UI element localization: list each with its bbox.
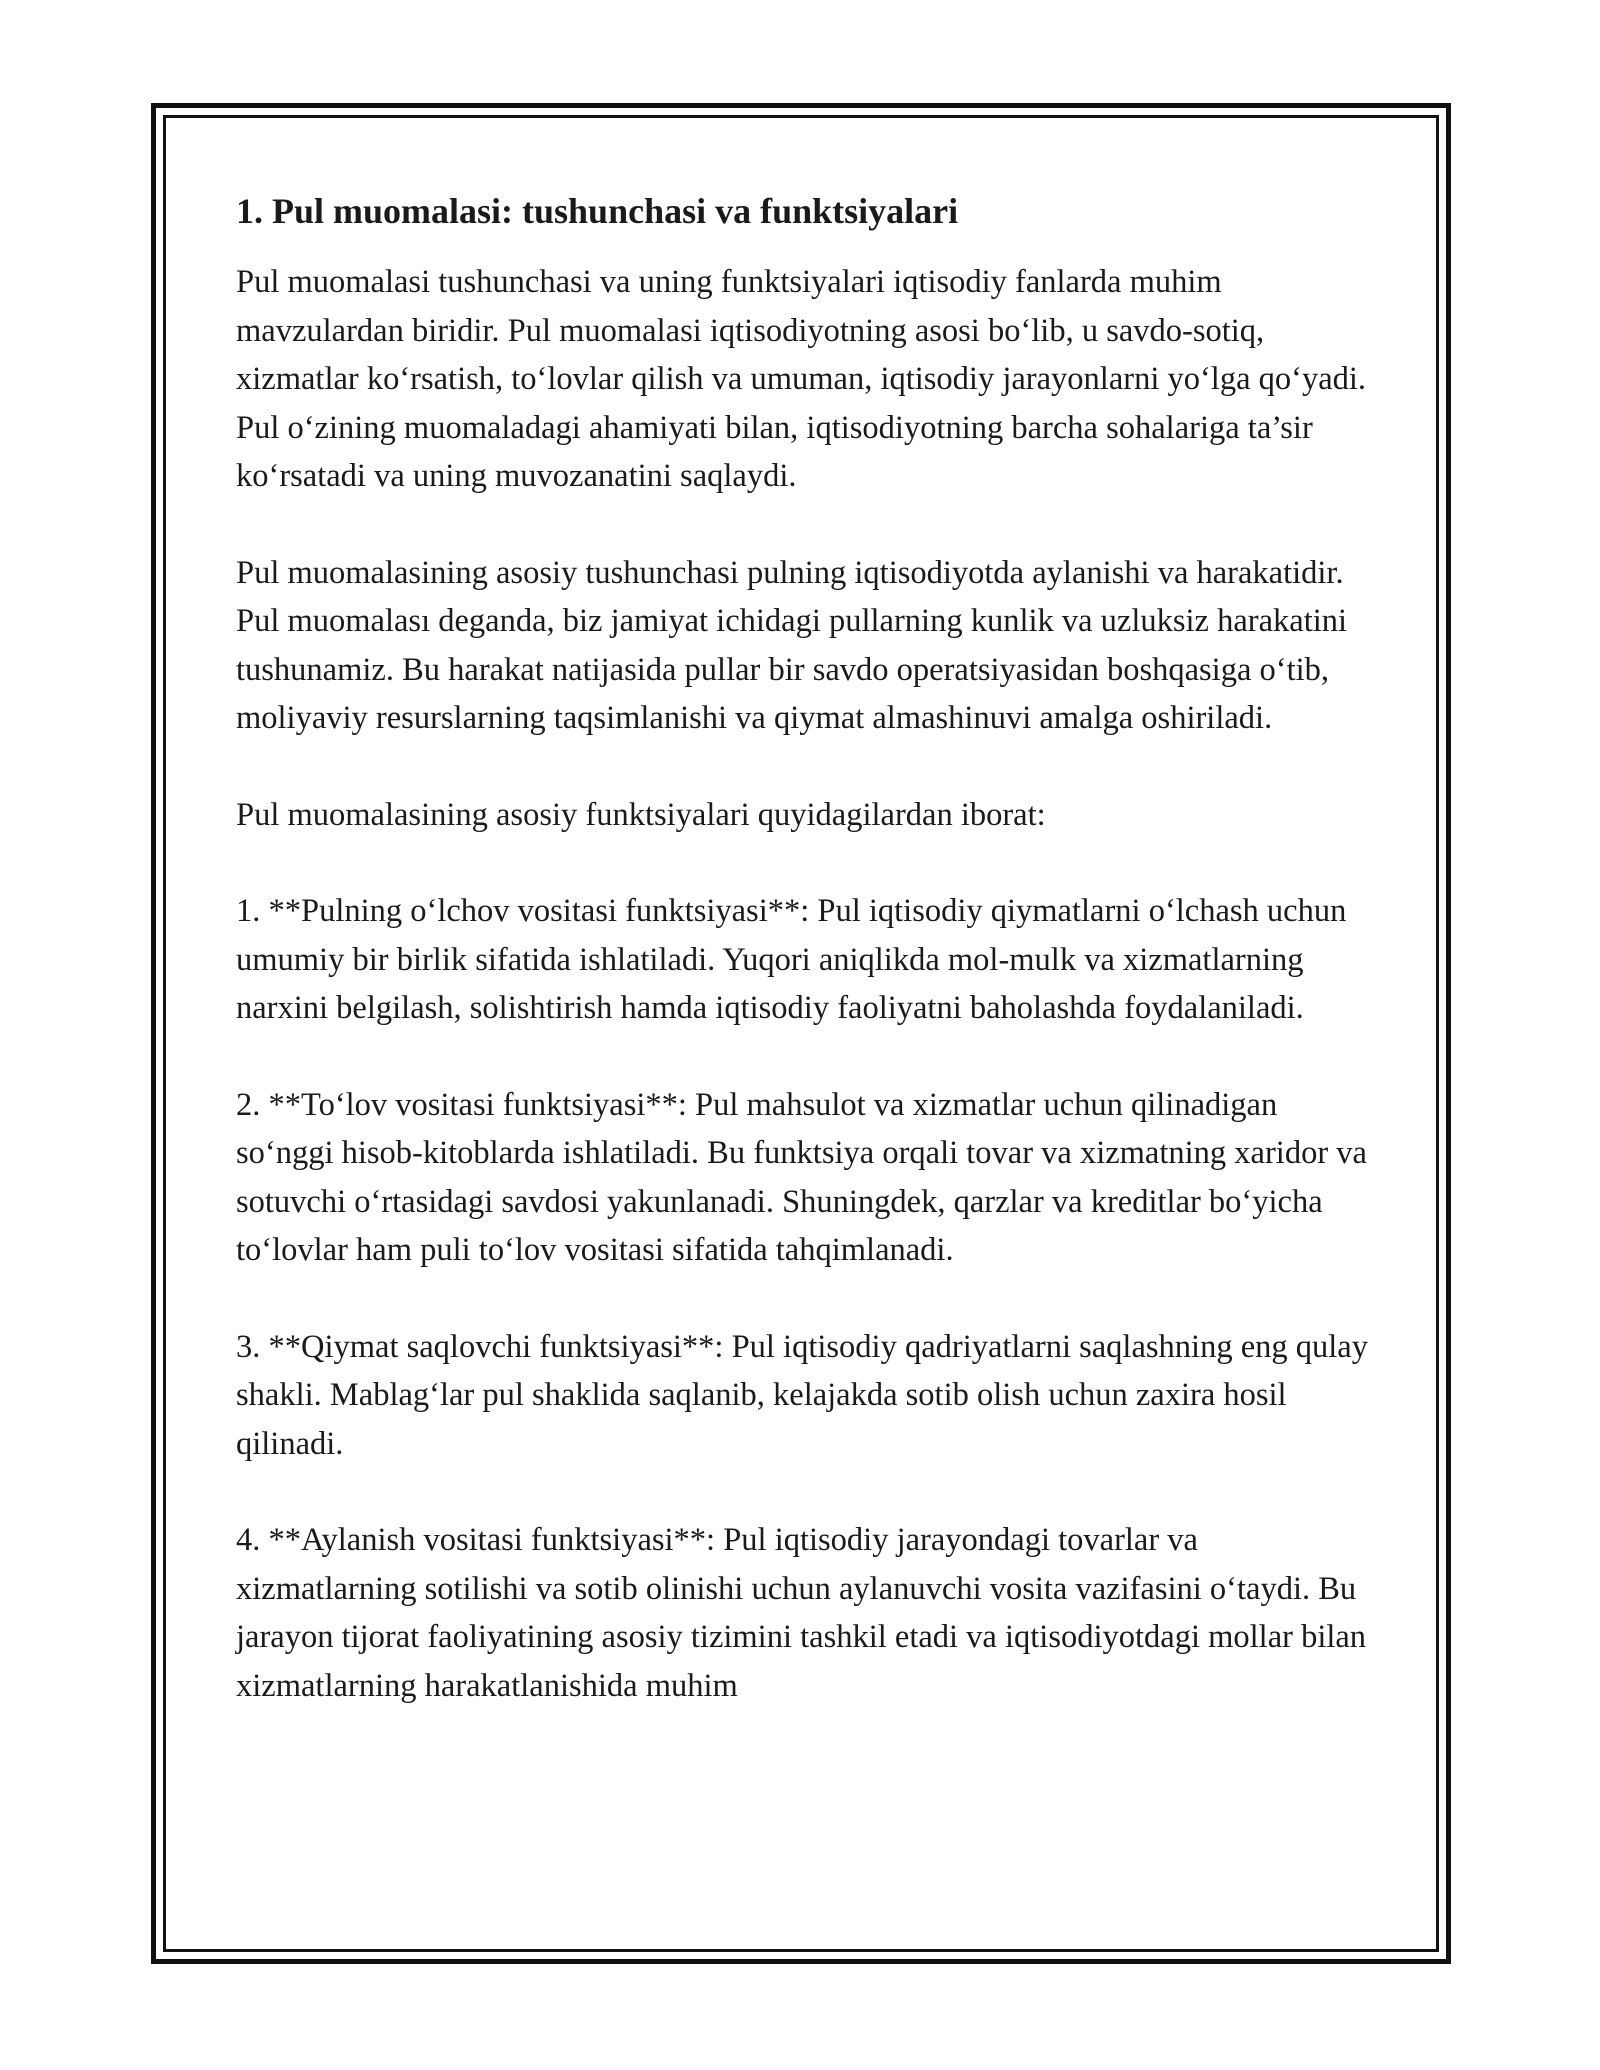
paragraph-functions-intro: Pul muomalasining asosiy funktsiyalari quyidagilardan iborat: bbox=[236, 796, 1046, 833]
document-body bbox=[236, 186, 1376, 1710]
paragraph-concept: Pul muomalasining asosiy tushunchasi pulning iqtisodiyotda aylanishi va harakatidir. Pul muomalası deganda, biz jamiyat ichidagi pullarning kunlik va uzluksiz harakatini tushunamiz. Bu harakat natijasida pullar bir savdo operatsiyasidan boshqasiga o‘tib, moliyaviy resurslarning taqsimlanishi va qiymat almashinuvi amalga oshiriladi. bbox=[236, 554, 1348, 737]
list-item-circulation-function: 4. **Aylanish vositasi funktsiyasi**: Pul iqtisodiy jarayondagi tovarlar va xizmatlarning sotilishi va sotib olinishi uchun aylanuvchi vosita vazifasini o‘taydi. Bu jarayon tijorat faoliyatining asosiy tizimini tashkil etadi va iqtisodiyotdagi mollar bilan xizmatlarning harakatlanishida muhim bbox=[236, 1522, 1367, 1704]
list-item-store-of-value-function: 3. **Qiymat saqlovchi funktsiyasi**: Pul iqtisodiy qadriyatlarni saqlashning eng qulay shakli. Mablag‘lar pul shaklida saqlanib, kelajakda sotib olish uchun zaxira hosil qilinadi. bbox=[236, 1328, 1368, 1462]
list-item-payment-function: 2. **To‘lov vositasi funktsiyasi**: Pul mahsulot va xizmatlar uchun qilinadigan so‘nggi hisob-kitoblarda ishlatiladi. Bu funktsiya orqali tovar va xizmatning xaridor va sotuvchi o‘rtasidagi savdosi yakunlanadi. Shuningdek, qarzlar va kreditlar bo‘yicha to‘lovlar ham puli to‘lov vositasi sifatida tahqimlanadi. bbox=[236, 1086, 1367, 1269]
list-item-measure-function: 1. **Pulning o‘lchov vositasi funktsiyasi**: Pul iqtisodiy qiymatlarni o‘lchash uchun umumiy bir birlik sifatida ishlatiladi. Yuqori aniqlikda mol-mulk va xizmatlarning narxini belgilash, solishtirish hamda iqtisodiy faoliyatni baholashda foydalaniladi. bbox=[236, 893, 1347, 1027]
section-heading: 1. Pul muomalasi: tushunchasi va funktsiyalari bbox=[236, 191, 959, 231]
paragraph-intro: Pul muomalasi tushunchasi va uning funktsiyalari iqtisodiy fanlarda muhim mavzulardan biridir. Pul muomalasi iqtisodiyotning asosi bo‘lib, u savdo-sotiq, xizmatlar ko‘rsatish, to‘lovlar qilish va umuman, iqtisodiy jarayonlarni yo‘lga qo‘yadi. Pul o‘zining muomaladagi ahamiyati bilan, iqtisodiyotning barcha sohalariga ta’sir ko‘rsatadi va uning muvozanatini saqlaydi. bbox=[236, 264, 1367, 495]
